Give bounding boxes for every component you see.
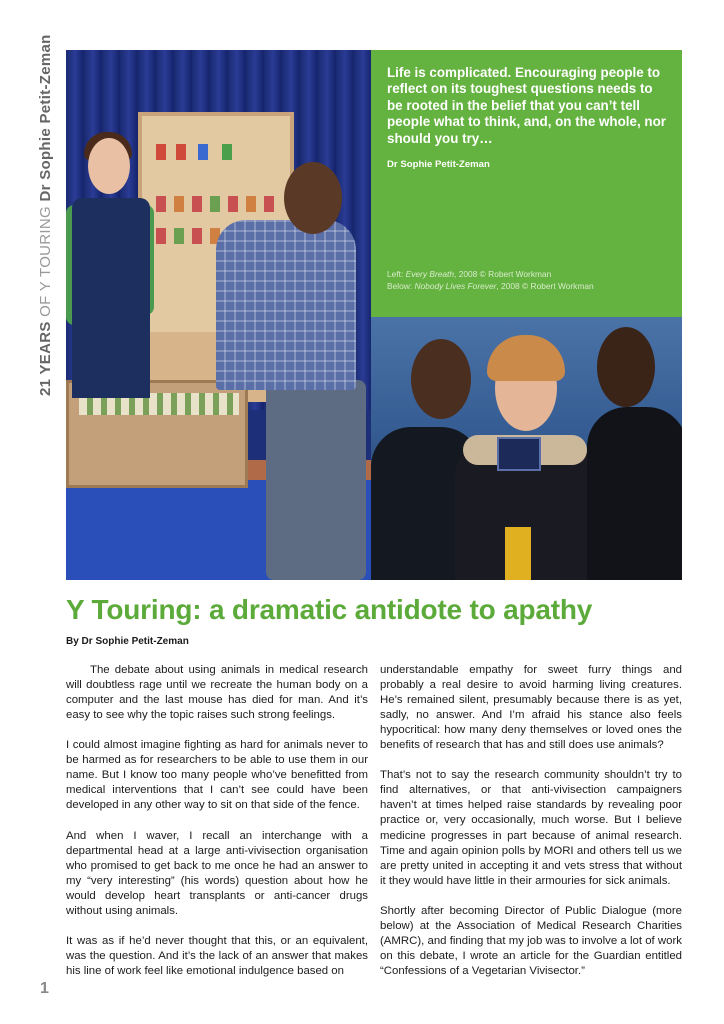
- pull-quote-box: [371, 50, 682, 317]
- figure-woman-apron: [72, 198, 150, 398]
- paragraph: The debate about using animals in medical research will doubtless rage until we recreate the human body on a computer and the last mouse has died for man. And it’s easy to see why the topic raises such strong feelings.: [66, 664, 368, 722]
- figure-left-head: [411, 339, 471, 419]
- pull-quote-text: Life is complicated. Encouraging people to reflect on its toughest questions needs to be rooted in the belief that you can’t tell people what to think, and, on the whole, nor should you try…: [387, 65, 666, 146]
- article-column-left: [66, 663, 368, 994]
- seed-packet: [174, 228, 184, 244]
- running-header-series: OF Y TOURING: [37, 201, 54, 322]
- running-header-author: Dr Sophie Petit-Zeman: [37, 34, 54, 202]
- scarf-accent: [505, 527, 531, 580]
- caption-below-prefix: Below:: [387, 280, 415, 291]
- seed-packet: [156, 196, 166, 212]
- running-header: [37, 36, 54, 396]
- figure-man-head: [284, 162, 342, 234]
- running-header-years: 21 YEARS: [37, 321, 54, 396]
- page-number: 1: [40, 980, 49, 997]
- figure-right-coat: [587, 407, 682, 580]
- seed-packet: [198, 144, 208, 160]
- seed-packet: [176, 144, 186, 160]
- small-box-prop: [497, 437, 541, 471]
- seed-packet: [228, 196, 238, 212]
- seed-packet: [156, 228, 166, 244]
- pull-quote-author: Dr Sophie Petit-Zeman: [387, 159, 490, 171]
- paragraph: It was as if he’d never thought that this, or an equivalent, was the question. And it’s the lack of an answer that makes his line of work feel like emotional indulgence based on: [66, 934, 368, 977]
- paragraph: understandable empathy for sweet furry things and probably a real desire to avoid harming living creatures. He’s remained silent, presumably because there is as yet, sadly, no answer. And I’m afraid his stance also feels hypocritical: how many deny themselves or loved ones the benefits of research that has and still does use animals?: [380, 664, 682, 752]
- caption-left-title: Every Breath: [405, 269, 455, 279]
- figure-man-jeans: [266, 380, 366, 580]
- photo-nobody-lives-forever: [371, 317, 682, 580]
- paragraph: I could almost imagine fighting as hard for animals never to be harmed as for researchers to be able to use them in our name. But I know too many people who’ve benefitted from medical interventions that I can’t see could have been developed in any other way to sit on that side of the fence.: [66, 739, 368, 812]
- article-byline: By Dr Sophie Petit-Zeman: [66, 636, 189, 647]
- caption-below-suffix: , 2008 © Robert Workman: [496, 280, 594, 291]
- figure-right-head: [597, 327, 655, 407]
- figure-woman-head: [88, 138, 130, 194]
- caption-below: [387, 281, 594, 293]
- caption-left: [387, 269, 594, 281]
- paragraph: And when I waver, I recall an interchange with a departmental head at a large anti-vivisection organisation who promised to get back to me once he had an answer to my “very interesting” (his words) question about how he would develop heart transplants or anti-cancer drugs without using animals.: [66, 829, 368, 917]
- caption-below-title: Nobody Lives Forever: [414, 280, 497, 291]
- paragraph: Shortly after becoming Director of Public Dialogue (more below) at the Association of Medical Research Charities (AMRC), and finding that my job was to involve a lot of work on this debate, I wrote an article for the Guardian entitled “Confessions of a Vegetarian Vivisector.”: [380, 904, 682, 977]
- seed-packet: [174, 196, 184, 212]
- caption-left-prefix: Left:: [387, 269, 406, 279]
- seed-packet: [264, 196, 274, 212]
- shirt-check-pattern: [216, 220, 356, 390]
- figure-center-hair: [487, 335, 565, 381]
- article-headline: Y Touring: a dramatic antidote to apathy: [66, 594, 593, 625]
- seed-packet: [192, 196, 202, 212]
- paragraph: That’s not to say the research community shouldn’t try to find alternatives, or that anti-vivisection campaigners haven’t at times helped raise standards by revealing poor practice or, very occasionally, much worse. But I believe medicine progresses in part because of animal research. Time and again opinion polls by MORI and others tell us we are pretty united in accepting it and vets stress that without it they would have little in their armouries for sick animals.: [380, 769, 682, 887]
- seed-packet: [222, 144, 232, 160]
- seed-packet: [210, 196, 220, 212]
- seed-packet: [192, 228, 202, 244]
- seed-packet: [246, 196, 256, 212]
- photo-captions: [387, 269, 594, 292]
- caption-left-suffix: , 2008 © Robert Workman: [454, 269, 552, 279]
- photo-every-breath: [66, 50, 371, 580]
- article-column-right: [380, 663, 682, 994]
- seed-packet: [156, 144, 166, 160]
